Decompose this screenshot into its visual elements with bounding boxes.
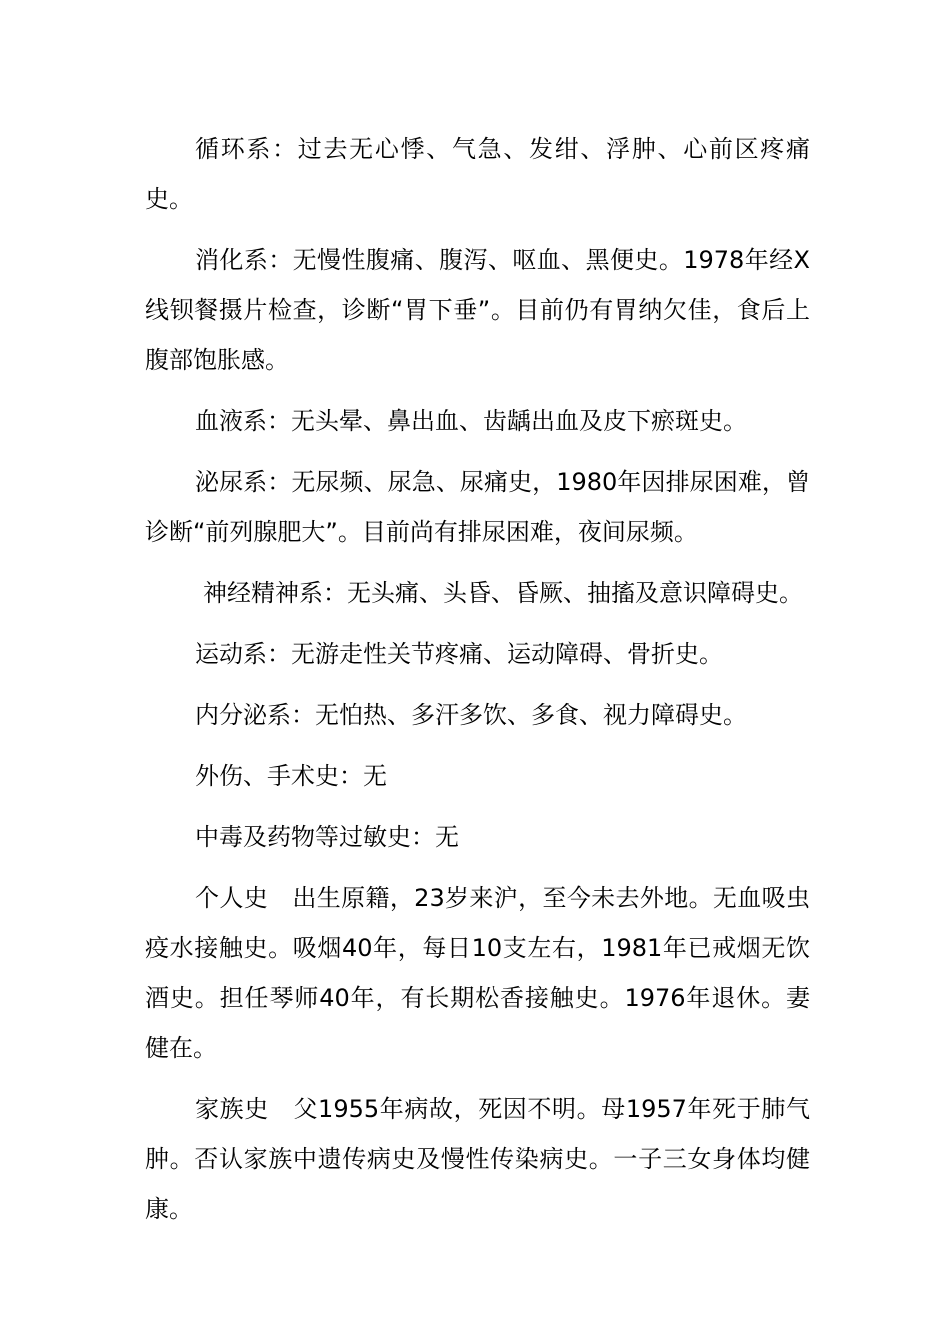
document-body <box>145 124 810 1245</box>
paragraph-digestive-system: 消化系：无慢性腹痛、腹泻、呕血、黑便史。1978年经X线钡餐摄片检查，诊断“胃下垂”。目前仍有胃纳欠佳，食后上腹部饱胀感。 <box>145 246 810 374</box>
paragraph-motor-system: 运动系：无游走性关节疼痛、运动障碍、骨折史。 <box>195 640 723 668</box>
paragraph-allergy-history: 中毒及药物等过敏史：无 <box>195 823 459 851</box>
paragraph-blood-system: 血液系：无头晕、鼻出血、齿龋出血及皮下瘀斑史。 <box>195 407 747 435</box>
paragraph-family-history: 家族史 父1955年病故，死因不明。母1957年死于肺气肿。否认家族中遗传病史及慢性传染病史。一子三女身体均健康。 <box>145 1095 810 1223</box>
paragraph-personal-history: 个人史 出生原籍，23岁来沪，至今未去外地。无血吸虫疫水接触史。吸烟40年，每日10支左右，1981年已戒烟无饮酒史。担任琴师40年，有长期松香接触史。1976年退休。妻健在。 <box>145 884 810 1062</box>
paragraph-urinary-system: 泌尿系：无尿频、尿急、尿痛史，1980年因排尿困难，曾诊断“前列腺肥大”。目前尚有排尿困难，夜间尿频。 <box>145 468 810 546</box>
paragraph-circulatory-system: 循环系：过去无心悸、气急、发绀、浮肿、心前区疼痛史。 <box>145 135 810 213</box>
paragraph-endocrine-system: 内分泌系：无怕热、多汗多饮、多食、视力障碍史。 <box>195 701 747 729</box>
paragraph-trauma-surgery-history: 外伤、手术史：无 <box>195 762 387 790</box>
paragraph-nervous-system: 神经精神系：无头痛、头昏、昏厥、抽搐及意识障碍史。 <box>203 579 803 607</box>
